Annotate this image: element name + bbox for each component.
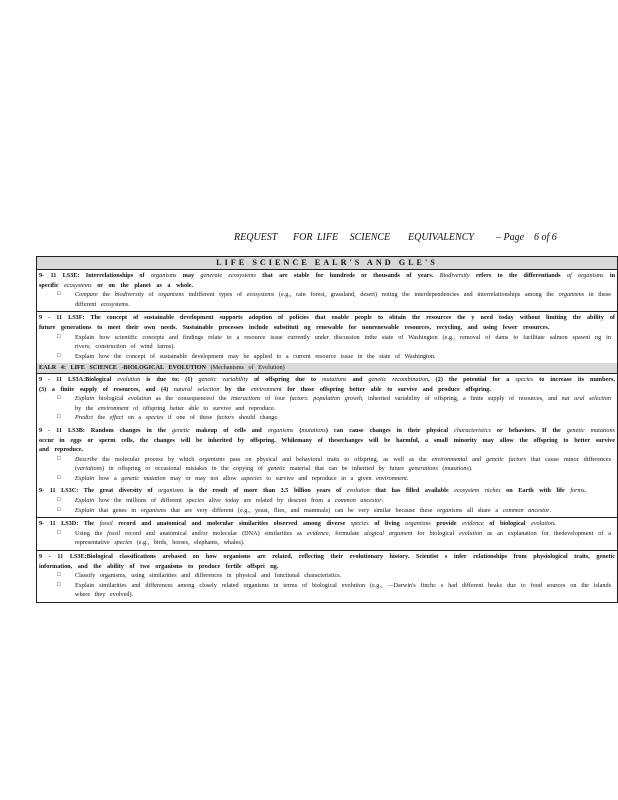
gle-table — [36, 256, 618, 603]
bullet-icon: □ — [57, 333, 61, 340]
bullet-icon: □ — [57, 455, 61, 462]
section-lead: 9- 11 LS3C: The great diversity of organisms is the result of more than 3.5 billion years of evolution that has filled available ecosystem niches on Earth with life forms. — [39, 487, 586, 495]
section-lead: 9 - 11 LS3F: The concept of sustainable development supports adoption of policies that enable people to obtain the resources the y need today without limiting the ability of future generations to meet their own needs. Sustainable processes include substituti ng renewable for nonrenewable resources, recycling, and using fewer resources. — [39, 314, 615, 331]
section-ls3e-interrelationships — [37, 270, 617, 312]
bullet-icon: □ — [57, 291, 61, 298]
list-item: □ Explain how the millions of different species alive today are related by descent from a common ancestor. — [57, 497, 384, 505]
bullet-icon: □ — [57, 474, 61, 481]
section-ls3f-sustainable — [37, 312, 617, 363]
header-equivalency: EQUIVALENCY — [408, 232, 474, 243]
bullet-icon: □ — [57, 497, 61, 504]
bullet-icon: □ — [57, 572, 61, 579]
bullet-icon: □ — [57, 581, 61, 588]
table-title: LIFE SCIENCE EALR'S AND GLE'S — [37, 257, 617, 270]
bullet-icon: □ — [57, 506, 61, 513]
section-lead: 9- 11 LS3D: The fossil record and anatomical and molecular similarities observed among diverse species of living organisms provide evidence of biological evolution. — [39, 520, 556, 528]
section-ls3b-mutations — [37, 425, 617, 486]
list-item: □ Explain similarities and differences among closely related organisms in terms of biological evolution (e.g., ―Darwin's finchc s had different beaks due to food sources on the islands where they evolved). — [57, 581, 611, 599]
section-lead: 9 - 11 LS3E:Biological classifications arebased on how organisms are related, reflecting their evolutionary history. Scientist s infer relationships from physiological traits, genetic information, and the ability of two organisms to produce fertile offspri ng. — [39, 553, 615, 570]
header-request: REQUEST — [234, 232, 278, 243]
list-item: □ Describe the molecular process by which organisms pass on physical and behavioral traits to offspring, as well as the environmental and genetic factors that cause minor differences (variations) in offspring or occasional mistakes in the copying of genetic material that can be inherited by future generations (mutations). — [57, 455, 611, 473]
section-ls3e-classification — [37, 551, 617, 602]
list-item: □ Compare the biodiversity of organisms indifferent types of ecosystems (e.g., rain forest, grassland, desert) noting the interdependencies and interrelationships among the organisms in these different ecosystems. — [57, 291, 612, 308]
list-item: □ Explain how the concept of sustainable development may be applied to a current resource issue in the state of Washington. — [57, 352, 436, 360]
ealr-heading: EALR 4: LIFE SCIENCE -BIOLOGICAL EVOLUTION (Mechanisms of Evolution) — [37, 363, 617, 374]
bullet-icon: □ — [57, 414, 61, 421]
section-lead: 9 - 11 LS3A:Biological evolution is due to: (1) genetic variability of offspring due to mutations and genetic recombination, (2) the potential for a species to increase its numbers, (3) a finite supply of resources, and (4) natural selection by the environment for those offspring better able to survive and produce offspring. — [39, 375, 615, 393]
list-item: □ Predict the effect on a species if one of these factors should change. — [57, 414, 279, 422]
section-ls3d-fossil-record — [37, 518, 617, 551]
header-subject: LIFE SCIENCE — [317, 232, 391, 243]
bullet-icon: □ — [57, 395, 61, 402]
list-item: □ Classify organisms, using similarities and differences in physical and functional characteristics. — [57, 572, 342, 580]
list-item: □ Explain biological evolution as the consequenceof the interactions of four factors: population growth, inherited variability of offspring, a finite supply of resources, and nat ural selection by the environment of offspring better able to survive and reproduce. — [57, 395, 611, 412]
list-item: □ Using the fossil record and anatomical and/or molecular (DNA) similarities as evidence, formulate alogical argument for biological evolution as an explanation for thedevelopment of a representative species (e.g., birds, horses, elephants, whales). — [57, 529, 612, 547]
header-page-number: 6 of 6 — [534, 232, 557, 243]
list-item: □ Explain that genes in organisms that are very different (e.g., yeast, flies, and mammals) can be very similar because these organisms all share a common ancestor. — [57, 506, 552, 514]
list-item: □ Explain how a genetic mutation may or may not allow aspecies to survive and reproduce in a given environment. — [57, 474, 409, 482]
section-ls3a-evolution — [37, 374, 617, 425]
bullet-icon: □ — [57, 529, 61, 536]
section-lead: 9 - 11 LS3B: Random changes in the genetic makeup of cells and organisms (mutations) can cause changes in their physical characteristics or behaviors. If the genetic mutations occur in eggs or sperm cells, the changes will be inherited by offspring. Whilemany of thesechanges will be harmful, a small minority may allow the offspring to better survive and reproduce. — [39, 426, 616, 454]
header-for: FOR — [293, 232, 313, 243]
header-page-label: – Page — [496, 232, 525, 243]
section-ls3c-diversity — [37, 485, 617, 518]
section-lead: 9- 11 LS3E: Interrelationships of organisms may generate ecosystems that are stable for hundreds or thousands of years. Biodiversity refers to the differentiands of organisms in specific ecosystems or on the planet as a whole. — [39, 272, 616, 289]
list-item: □ Explain how scientific concepts and findings relate to a resource issue currently under discussion inthe state of Washington (e.g., removal of dams to facilitate salmon spawni ng in rivers; construction of wind farms). — [57, 333, 611, 351]
bullet-icon: □ — [57, 352, 61, 359]
